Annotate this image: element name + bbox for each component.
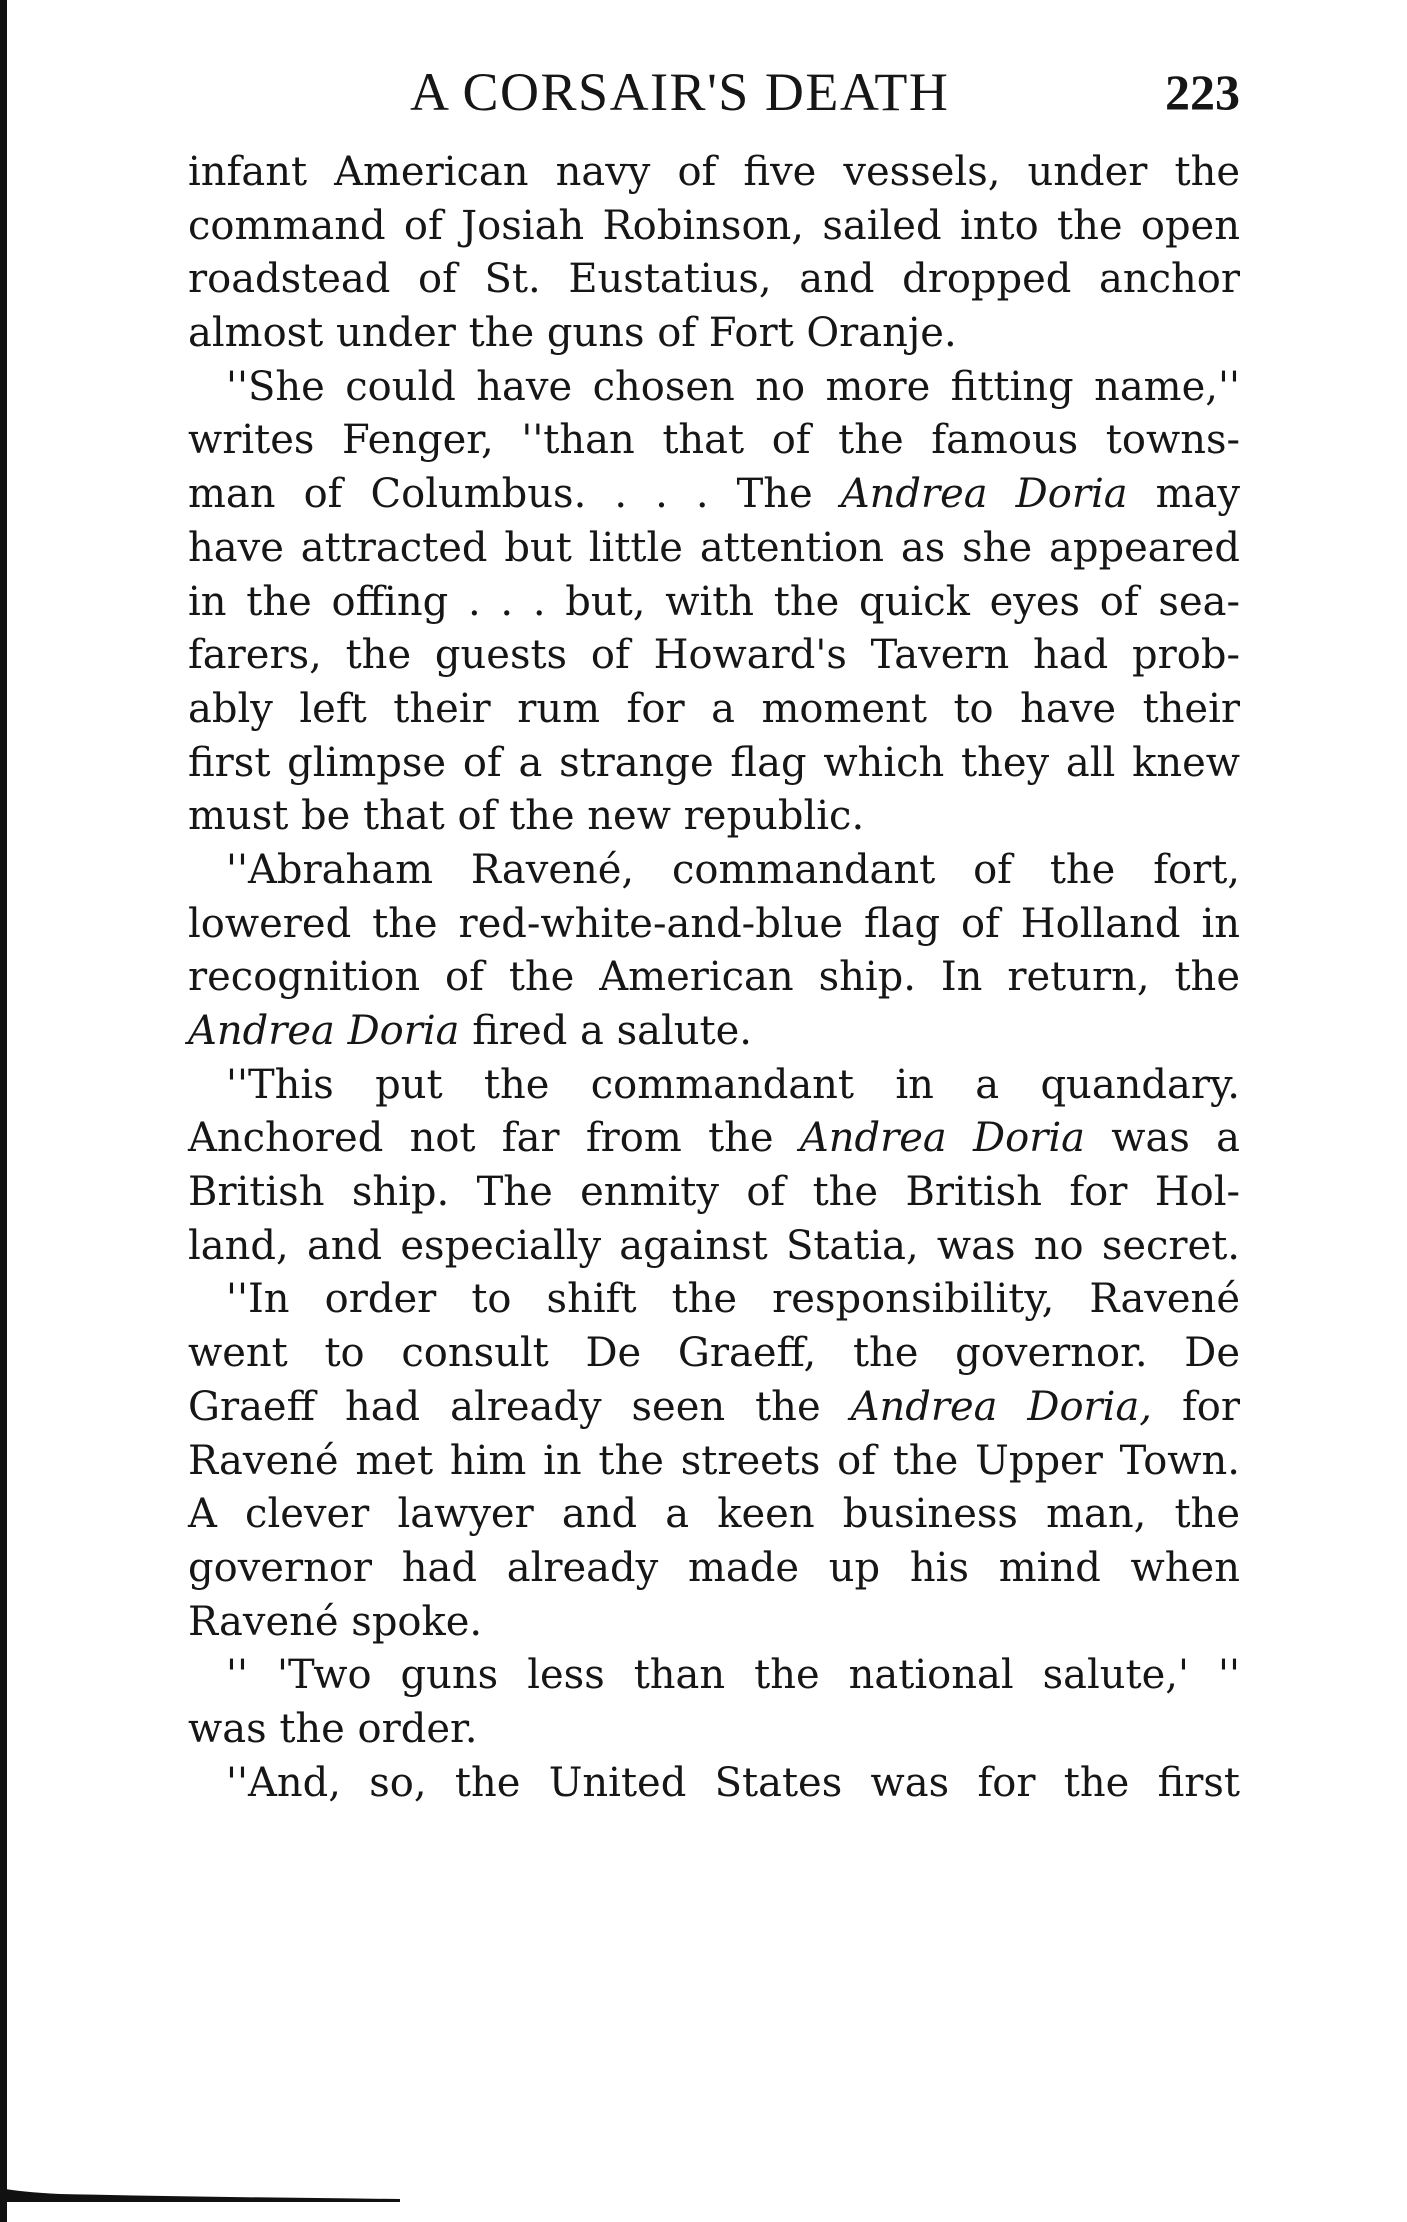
text-line bbox=[188, 1649, 1240, 1703]
text-line bbox=[188, 1703, 1240, 1757]
text-line bbox=[188, 468, 1240, 522]
page-number: 223 bbox=[1165, 64, 1240, 120]
text-line bbox=[188, 1757, 1240, 1811]
text-line bbox=[188, 253, 1240, 307]
text-line bbox=[188, 522, 1240, 576]
page-header bbox=[410, 62, 1240, 122]
text-run: ''In order to shift the responsibility, Ravené bbox=[226, 1276, 1240, 1323]
text-line bbox=[188, 146, 1240, 200]
text-run: was the order. bbox=[188, 1705, 478, 1752]
text-line bbox=[188, 1273, 1240, 1327]
text-run: roadstead of St. Eustatius, and dropped anchor bbox=[188, 256, 1240, 303]
page-binding-edge bbox=[0, 0, 7, 2222]
text-run: ''Abraham Ravené, commandant of the fort, bbox=[226, 846, 1240, 893]
text-line bbox=[188, 737, 1240, 791]
text-line bbox=[188, 1166, 1240, 1220]
text-line bbox=[188, 1435, 1240, 1489]
text-line bbox=[188, 200, 1240, 254]
text-run: almost under the guns of Fort Oranje. bbox=[188, 310, 957, 357]
text-run: ''This put the commandant in a quandary. bbox=[226, 1061, 1240, 1108]
text-line bbox=[188, 898, 1240, 952]
text-line bbox=[188, 1327, 1240, 1381]
running-title: A CORSAIR'S DEATH bbox=[410, 62, 950, 122]
italic-ship-name: Andrea Doria, bbox=[850, 1383, 1153, 1430]
text-run: was a bbox=[1084, 1115, 1240, 1162]
text-line bbox=[188, 1596, 1240, 1650]
text-run: lowered the red-white-and-blue flag of Holland in bbox=[188, 900, 1240, 947]
text-run: land, and especially against Statia, was no secret. bbox=[188, 1222, 1240, 1269]
text-run: recognition of the American ship. In return, the bbox=[188, 954, 1240, 1001]
text-run: in the offing . . . but, with the quick eyes of sea- bbox=[188, 578, 1240, 625]
text-run: went to consult De Graeff, the governor. De bbox=[188, 1330, 1240, 1377]
text-run: ''And, so, the United States was for the first bbox=[226, 1759, 1240, 1806]
text-line bbox=[188, 1220, 1240, 1274]
text-run: man of Columbus. . . . The bbox=[188, 471, 841, 518]
text-run: Ravené met him in the streets of the Upper Town. bbox=[188, 1437, 1240, 1484]
text-run: governor had already made up his mind when bbox=[188, 1544, 1240, 1591]
body-text bbox=[188, 146, 1240, 1810]
text-run: British ship. The enmity of the British for Hol- bbox=[188, 1169, 1240, 1216]
text-run: Anchored not far from the bbox=[188, 1115, 800, 1162]
text-run: ably left their rum for a moment to have their bbox=[188, 685, 1240, 732]
text-run: infant American navy of five vessels, under the bbox=[188, 149, 1240, 195]
text-run: command of Josiah Robinson, sailed into the open bbox=[188, 202, 1240, 249]
text-line bbox=[188, 307, 1240, 361]
italic-ship-name: Andrea Doria bbox=[188, 1008, 460, 1054]
text-line bbox=[188, 414, 1240, 468]
text-line bbox=[188, 361, 1240, 415]
text-line bbox=[188, 1542, 1240, 1596]
italic-ship-name: Andrea Doria bbox=[840, 471, 1128, 518]
text-line bbox=[188, 629, 1240, 683]
text-run: may bbox=[1127, 471, 1241, 518]
text-run: for bbox=[1152, 1383, 1240, 1430]
text-run: '' 'Two guns less than the national salute,' '' bbox=[226, 1652, 1240, 1699]
text-run: Graeff had already seen the bbox=[188, 1383, 851, 1430]
text-line bbox=[188, 683, 1240, 737]
text-run: A clever lawyer and a keen business man, the bbox=[188, 1491, 1240, 1538]
text-line bbox=[188, 576, 1240, 630]
text-line bbox=[188, 1488, 1240, 1542]
text-run: Ravené spoke. bbox=[188, 1598, 483, 1645]
text-line bbox=[188, 1059, 1240, 1113]
text-line bbox=[188, 844, 1240, 898]
text-run: farers, the guests of Howard's Tavern had prob- bbox=[188, 632, 1240, 679]
text-line bbox=[188, 1005, 1240, 1059]
text-run: writes Fenger, ''than that of the famous towns- bbox=[188, 417, 1240, 464]
text-line bbox=[188, 1381, 1240, 1435]
page-binding-shadow bbox=[0, 2188, 400, 2202]
italic-ship-name: Andrea Doria bbox=[799, 1115, 1085, 1162]
text-line bbox=[188, 790, 1240, 844]
text-line bbox=[188, 1112, 1240, 1166]
text-line bbox=[188, 951, 1240, 1005]
text-run: must be that of the new republic. bbox=[188, 793, 865, 840]
text-run: ''She could have chosen no more fitting name,'' bbox=[226, 363, 1240, 410]
text-run: first glimpse of a strange flag which they all knew bbox=[188, 739, 1240, 786]
text-run: have attracted but little attention as she appeared bbox=[188, 524, 1240, 571]
text-run: fired a salute. bbox=[459, 1008, 752, 1054]
